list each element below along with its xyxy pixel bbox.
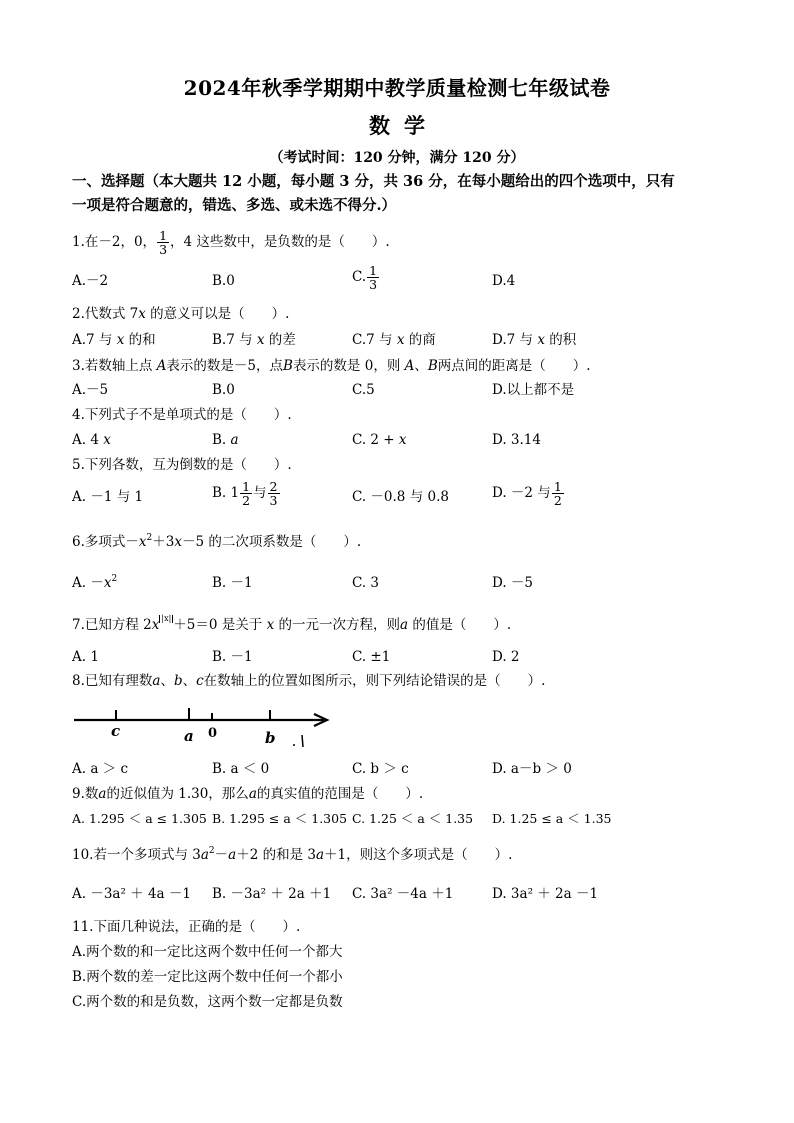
q4-option-b: B. a (212, 432, 239, 448)
question-11: 11.下面几种说法，正确的是（ ）. (72, 919, 301, 935)
q1-option-a: A.－2 (72, 273, 109, 289)
stray-dot (293, 744, 295, 746)
stray-mark (302, 735, 303, 747)
question-8: 8.已知有理数a、b、c在数轴上的位置如图所示，则下列结论错误的是（ ）. (72, 673, 546, 689)
section-heading-line2: 一项是符合题意的，错选、多选、或未选不得分.） (72, 197, 397, 214)
q6-option-a: A. $-x^2$ (72, 574, 118, 591)
q5-option-a: A. －1 与 1 (72, 489, 144, 505)
q9-option-d: D. 1.25 ≤ a ＜ 1.35 (492, 811, 612, 826)
q5-option-d: D. －2 与 $\frac{1}{2}$ (492, 479, 562, 508)
q5-option-c: C. －0.8 与 0.8 (352, 489, 449, 505)
question-7: 7.已知方程 2x |x| ＋5＝0 是关于 x 的一元一次方程，则a 的值是（ ）. (72, 614, 512, 633)
question-9: 9.数a的近似值为 1.30，那么a的真实值的范围是（ ）. (72, 786, 424, 802)
q11-option-b: B.两个数的差一定比这两个数中任何一个都小 (72, 969, 343, 985)
q6-option-c: C. 3 (352, 575, 380, 591)
q6-option-b: B. －1 (212, 575, 253, 591)
q8-option-b: B. a ＜ 0 (212, 761, 270, 777)
q4-option-c: C. 2 + x (352, 432, 407, 448)
q1-option-b: B.0 (212, 273, 235, 289)
q1-option-c: C. $\frac{1}{3}$ (352, 263, 378, 292)
q3-option-b: B.0 (212, 382, 235, 398)
q10-option-d: D. 3a² ＋ 2a －1 (492, 886, 599, 902)
q1-text-pre: 1.在－2，0， (72, 234, 157, 250)
q3-option-c: C.5 (352, 382, 375, 398)
q4-option-a: A. 4 x (72, 432, 111, 448)
q2-option-b: B.7 与 x 的差 (212, 332, 296, 348)
number-line-figure (70, 700, 340, 750)
q2-option-d: D.7 与 x 的积 (492, 332, 577, 348)
q11-option-a: A.两个数的和一定比这两个数中任何一个都大 (72, 944, 343, 960)
question-5: 5.下列各数，互为倒数的是（ ）. (72, 457, 292, 473)
q7-option-b: B. －1 (212, 649, 253, 665)
q3-option-d: D.以上都不是 (492, 382, 575, 398)
q2-option-a: A.7 与 x 的和 (72, 332, 156, 348)
exam-info: （考试时间：120 分钟，满分 120 分） (269, 150, 525, 166)
question-6: 6.多项式$-x^2+3x-5$ 的二次项系数是（ ）. (72, 533, 362, 550)
exam-title: 2024年秋季学期期中教学质量检测七年级试卷 (183, 76, 611, 100)
label-b: b (265, 729, 276, 747)
question-4: 4.下列式子不是单项式的是（ ）. (72, 407, 292, 423)
label-zero: 0 (208, 726, 218, 741)
question-1 (72, 229, 722, 256)
q2-option-c: C.7 与 x 的商 (352, 332, 436, 348)
label-c: c (111, 722, 121, 740)
q10-option-a: A. －3a² ＋ 4a －1 (72, 886, 191, 902)
section-heading-line1: 一、选择题（本大题共 12 小题，每小题 3 分，共 36 分，在每小题给出的四个选项中，只有 (72, 173, 675, 190)
q10-option-b: B. －3a² ＋ 2a ＋1 (212, 886, 332, 902)
q8-option-d: D. a－b ＞ 0 (492, 761, 572, 777)
q8-option-c: C. b ＞ c (352, 761, 409, 777)
q6-option-d: D. －5 (492, 575, 534, 591)
question-3: 3.若数轴上点 A表示的数是－5，点B表示的数是 0，则 A、B两点间的距离是（ ）. (72, 358, 591, 374)
q1-text-post: ，4 这些数中，是负数的是（ ）. (170, 234, 390, 250)
q3-option-a: A.－5 (72, 382, 109, 398)
question-10: 10.若一个多项式与 $3a^2-a+2$ 的和是 3a＋1，则这个多项式是（ ）. (72, 846, 513, 863)
subject-title: 数学 (369, 113, 439, 138)
q9-option-b: B. 1.295 ≤ a ＜ 1.305 (212, 811, 348, 826)
q4-option-d: D. 3.14 (492, 432, 541, 448)
question-2: 2.代数式 7x 的意义可以是（ ）. (72, 306, 290, 322)
q7-option-c: C. ±1 (352, 649, 391, 665)
q5-option-b: B. 1 $\frac{1}{2}$ 与 $\frac{2}{3}$ (212, 479, 278, 508)
q10-option-c: C. 3a² －4a ＋1 (352, 886, 454, 902)
q9-option-a: A. 1.295 ＜ a ≤ 1.305 (72, 811, 207, 826)
q8-option-a: A. a ＞ c (72, 761, 129, 777)
q1-fraction: $\frac{1}{3}$ (159, 228, 168, 257)
q7-option-a: A. 1 (72, 649, 99, 665)
q7-option-d: D. 2 (492, 649, 520, 665)
q11-option-c: C.两个数的和是负数，这两个数一定都是负数 (72, 994, 343, 1010)
q9-option-c: C. 1.25 ＜ a ＜ 1.35 (352, 811, 474, 826)
q1-option-d: D.4 (492, 273, 516, 289)
label-a: a (184, 727, 194, 745)
